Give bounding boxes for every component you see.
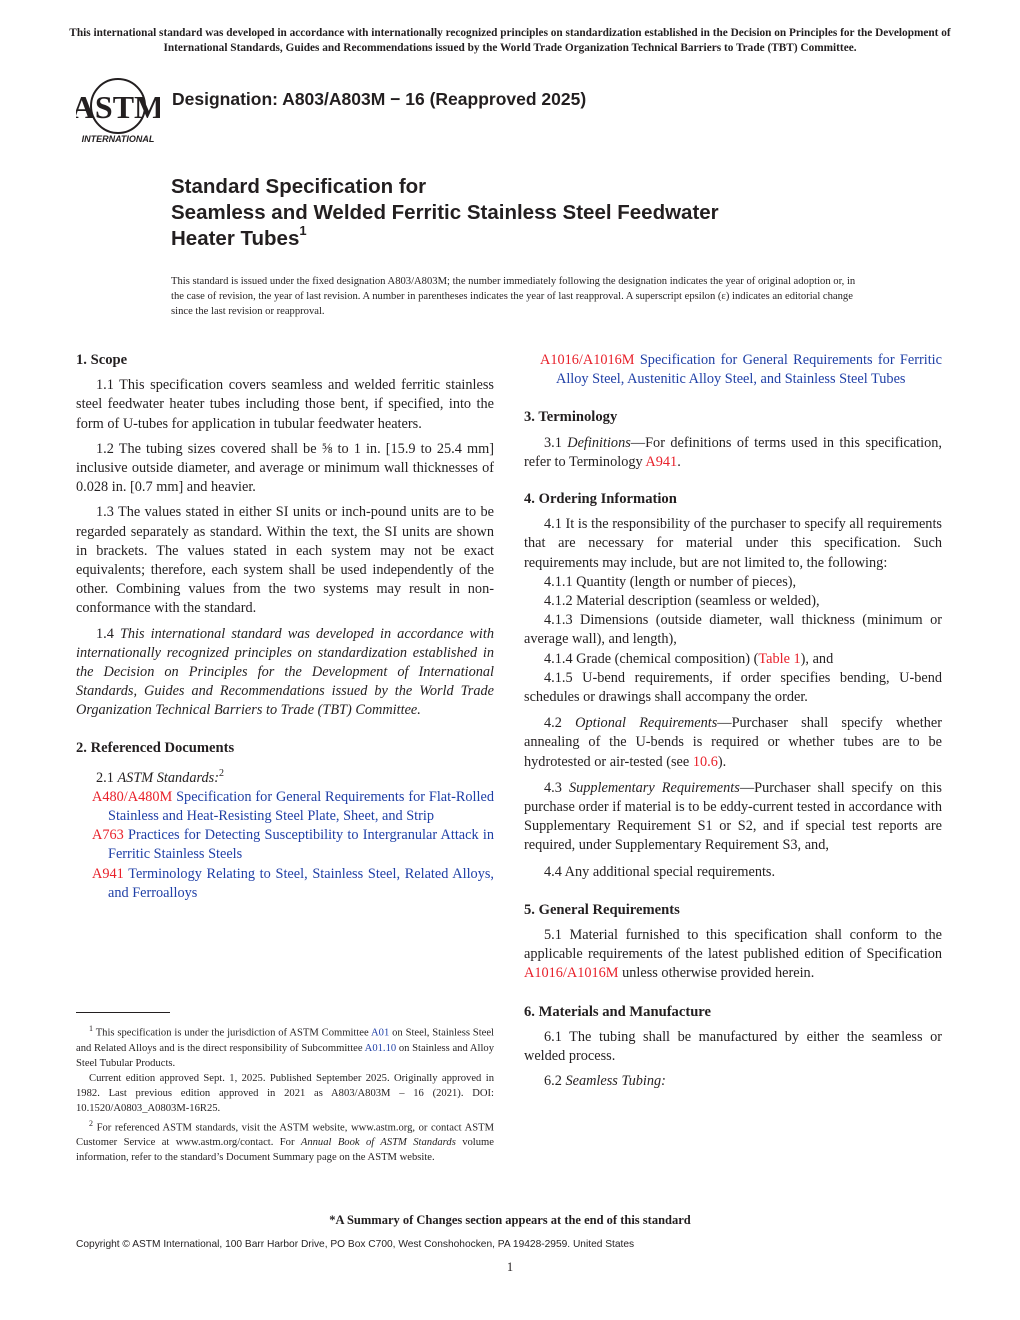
page-number: 1 xyxy=(506,1260,514,1274)
astm-logo xyxy=(76,74,160,146)
section-heading-ordering: 4. Ordering Information xyxy=(524,491,677,508)
title-line-2: Seamless and Welded Ferritic Stainless Steel Feedwater xyxy=(171,201,719,224)
link-a941[interactable]: A941 xyxy=(645,453,678,470)
ordering-4-1: 4.1 It is the responsibility of the purchaser to specify all requirements that are necessary for material under this specification. Such requirements may include, but are not limited to, the following: xyxy=(524,516,942,571)
footnotes xyxy=(76,1021,494,1165)
section-heading-terminology: 3. Terminology xyxy=(524,409,618,426)
link-table-1[interactable]: Table 1 xyxy=(758,650,801,667)
ordering-4-3: 4.3 Supplementary Requirements—Purchaser shall specify on this purchase order if material is to be eddy-current tested in accordance with Supplementary Requirement S1 or S2, and if special test reports are required, under Supplementary Requirement S3, and, xyxy=(524,779,942,854)
reference-a1016[interactable]: A1016/A1016M Specification for General Requirements for Ferritic Alloy Steel, Austenitic Alloy Steel, and Stainless Steel Tubes xyxy=(540,352,942,388)
link-a01[interactable]: A01 xyxy=(371,1027,390,1039)
ordering-4-2: 4.2 Optional Requirements—Purchaser shall specify whether annealing of the U-bends is required or whether tubes are to be hydrotested or air-tested (see 10.6). xyxy=(524,715,942,770)
scope-1-1: 1.1 This specification covers seamless and welded ferritic stainless steel feedwater heater tubes including those bent, if specified, into the form of U-tubes for application in tubular feedwater heaters. xyxy=(76,377,494,432)
ordering-4-1-4: 4.1.4 Grade (chemical composition) (Table 1), and xyxy=(544,650,834,667)
footnote-divider xyxy=(76,1012,170,1013)
ordering-4-1-1: 4.1.1 Quantity (length or number of pieces), xyxy=(544,573,797,590)
link-a1016[interactable]: A1016/A1016M xyxy=(524,965,619,982)
copyright: Copyright © ASTM International, 100 Barr Harbor Drive, PO Box C700, West Conshohocken, PA 19428-2959. United States xyxy=(76,1239,635,1250)
link-a01-10[interactable]: A01.10 xyxy=(364,1042,397,1054)
reference-a941[interactable]: A941 Terminology Relating to Steel, Stainless Steel, Related Alloys, and Ferroalloys xyxy=(92,865,494,901)
reference-a480[interactable]: A480/A480M Specification for General Requirements for Flat-Rolled Stainless and Heat-Resisting Steel Plate, Sheet, and Strip xyxy=(92,788,494,825)
title-line-3: Heater Tubes xyxy=(171,227,300,250)
general-5-1: 5.1 Material furnished to this specification shall conform to the applicable requirements of the latest published edition of Specification A1016/A1016M unless otherwise provided herein. xyxy=(524,927,942,982)
scope-1-3: 1.3 The values stated in either SI units or inch-pound units are to be regarded separately as standard. Within the text, the SI units are shown in brackets. The values stated in each system may not be exact equivalents; therefore, each system shall be used independently of the other. Combining values from the two systems may result in non-conformance with the standard. xyxy=(76,504,494,617)
footnote-2: $^2$ For referenced ASTM standards, visit the ASTM website, www.astm.org, or contact ASTM Customer Service at www.astm.org/contact. For Annual Book of ASTM Standards volume information, refer to the standard’s Document Summary page on the ASTM website. xyxy=(76,1118,495,1164)
section-heading-scope: 1. Scope xyxy=(76,352,128,368)
left-column xyxy=(76,351,494,903)
issued-statement: This standard is issued under the fixed designation A803/A803M; the number immediately following the designation indicates the year of original adoption or, in the case of revision, the year of last revision. A number in parentheses indicates the year of last reapproval. A superscript epsilon (ε) indicates an editorial change since the last revision or reapproval. xyxy=(171,276,856,317)
ordering-4-1-3: 4.1.3 Dimensions (outside diameter, wall thickness (minimum or average wall), and length), xyxy=(524,612,942,648)
page-title xyxy=(171,174,719,252)
tbt-notice: This international standard was developed in accordance with internationally recognized principles on standardization established in the Decision on Principles for the Development of International Standards, Guides and Recommendations issued by the World Trade Organization Technical Barriers to Trade (TBT) Committee. xyxy=(69,27,951,54)
astm-standards-label: 2.1 ASTM Standards:$^2$ xyxy=(96,767,224,786)
title-line-1: Standard Specification for xyxy=(171,175,427,198)
ordering-4-4: 4.4 Any additional special requirements. xyxy=(544,863,776,880)
materials-6-1: 6.1 The tubing shall be manufactured by either the seamless or welded process. xyxy=(524,1028,942,1065)
designation: Designation: A803/A803M − 16 (Reapproved 2025) xyxy=(172,89,587,109)
title-footnote-mark: 1 xyxy=(299,223,307,239)
logo-text: ASTM xyxy=(76,89,160,125)
scope-1-2: 1.2 The tubing sizes covered shall be ⅝ to 1 in. [15.9 to 25.4 mm] inclusive outside diameter, and average or minimum wall thicknesses of 0.028 in. [0.7 mm] and heavier. xyxy=(76,440,494,496)
footnote-1-edition: Current edition approved Sept. 1, 2025. Published September 2025. Originally approved in 1982. Last previous edition approved in 2021 as A803/A803M – 16 (2021). DOI: 10.1520/A0803_A0803M-16R25. xyxy=(76,1072,494,1114)
section-heading-materials: 6. Materials and Manufacture xyxy=(524,1003,711,1020)
summary-of-changes-note: *A Summary of Changes section appears at the end of this standard xyxy=(329,1213,691,1227)
astm-logo-icon xyxy=(76,74,160,146)
logo-subtext: INTERNATIONAL xyxy=(81,134,155,144)
ordering-4-1-5: 4.1.5 U-bend requirements, if order specifies bending, U-bend schedules or drawings shall accompany the order. xyxy=(524,669,942,706)
reference-a763[interactable]: A763 Practices for Detecting Susceptibility to Intergranular Attack in Ferritic Stainless Steels xyxy=(92,827,494,863)
ordering-4-1-2: 4.1.2 Material description (seamless or welded), xyxy=(544,593,820,610)
scope-1-4: 1.4 This international standard was developed in accordance with internationally recognized principles on standardization established in the Decision on Principles for the Development of International Standards, Guides and Recommendations issued by the World Trade Organization Technical Barriers to Trade (TBT) Committee. xyxy=(76,625,495,719)
link-10-6[interactable]: 10.6 xyxy=(692,753,718,770)
right-column xyxy=(524,351,942,1092)
section-heading-general: 5. General Requirements xyxy=(524,901,680,918)
terminology-3-1: 3.1 Definitions—For definitions of terms used in this specification, refer to Terminology A941. xyxy=(524,434,942,470)
section-heading-referenced-documents: 2. Referenced Documents xyxy=(76,739,235,756)
footnote-1: $^1$ This specification is under the jurisdiction of ASTM Committee A01 on Steel, Stainless Steel and Related Alloys and is the direct responsibility of Subcommittee A01.10 on Stainless and Alloy Steel Tubular Products. xyxy=(76,1024,494,1069)
materials-6-2: 6.2 Seamless Tubing: xyxy=(544,1073,666,1090)
